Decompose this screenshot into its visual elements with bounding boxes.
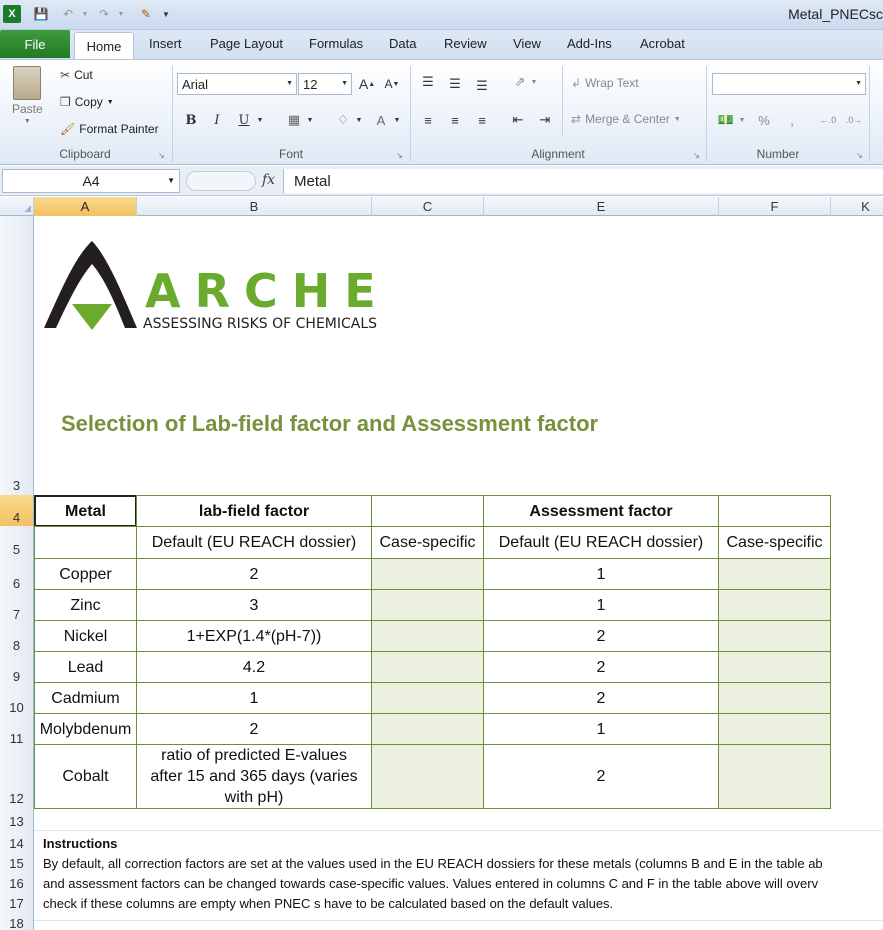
orientation-icon[interactable]: ⇗ xyxy=(514,74,526,89)
formula-bar xyxy=(0,166,883,196)
chevron-down-icon: ▼ xyxy=(341,80,348,87)
row-header-11[interactable]: 11 xyxy=(9,731,24,746)
row-header-7[interactable]: 7 xyxy=(12,607,21,622)
cut-button[interactable] xyxy=(60,68,93,82)
row-header-6[interactable]: 6 xyxy=(12,576,21,591)
percent-button[interactable]: % xyxy=(758,112,770,128)
number-group-label: Number xyxy=(756,147,800,161)
cell-f5[interactable]: Case-specific xyxy=(718,526,831,559)
column-headers xyxy=(0,197,883,216)
excel-app-icon[interactable]: X xyxy=(3,5,21,23)
table-row-metal[interactable]: Molybdenum xyxy=(34,713,137,745)
row-header-8[interactable]: 8 xyxy=(12,638,21,653)
table-row-labfield[interactable]: 1+EXP(1.4*(pH-7)) xyxy=(136,620,372,652)
logo-tagline: ASSESSING RISKS OF CHEMICALS xyxy=(143,316,378,332)
cell-e5[interactable]: Default (EU REACH dossier) xyxy=(483,526,719,559)
copy-label: Copy xyxy=(74,95,103,109)
tab-acrobat[interactable]: Acrobat xyxy=(640,36,685,51)
ribbon-home xyxy=(0,59,883,165)
paste-button[interactable] xyxy=(12,66,43,125)
table-row-labfield[interactable]: ratio of predicted E-values after 15 and 365 days (varies with pH) xyxy=(136,744,372,809)
table-row-assessment[interactable]: 2 xyxy=(483,744,719,809)
alignment-group-label: Alignment xyxy=(531,147,585,161)
number-format-combo[interactable] xyxy=(712,73,866,95)
table-row-metal[interactable]: Lead xyxy=(34,651,137,683)
tab-insert[interactable]: Insert xyxy=(149,36,182,51)
chevron-down-icon: ▼ xyxy=(855,80,862,87)
paste-dropdown-icon: ▼ xyxy=(23,118,31,125)
table-row-case-labfield[interactable] xyxy=(371,744,484,809)
table-row-case-labfield[interactable] xyxy=(371,651,484,683)
table-row-assessment[interactable]: 2 xyxy=(483,682,719,714)
table-row-assessment[interactable]: 1 xyxy=(483,589,719,621)
row-header-4[interactable]: 4 xyxy=(0,495,33,526)
font-dialog-launcher-icon[interactable]: ↘ xyxy=(396,151,403,160)
chevron-down-icon: ▼ xyxy=(286,80,293,87)
table-row-case-assessment[interactable] xyxy=(718,744,831,809)
table-row-labfield[interactable]: 1 xyxy=(136,682,372,714)
font-group-label: Font xyxy=(278,147,303,161)
table-row-assessment[interactable]: 2 xyxy=(483,651,719,683)
clipboard-dialog-launcher-icon[interactable]: ↘ xyxy=(158,151,165,160)
table-row-metal[interactable]: Zinc xyxy=(34,589,137,621)
currency-icon[interactable]: 💵 xyxy=(717,112,735,127)
table-row-metal[interactable]: Nickel xyxy=(34,620,137,652)
clipboard-group-label: Clipboard xyxy=(59,147,111,161)
table-row-case-assessment[interactable] xyxy=(718,682,831,714)
select-all-corner[interactable] xyxy=(0,197,34,216)
merge-icon: ⇄ xyxy=(571,112,582,126)
italic-button[interactable]: I xyxy=(214,112,220,128)
cell-b4[interactable]: lab-field factor xyxy=(136,495,372,527)
name-box[interactable] xyxy=(2,169,180,193)
cell-f4[interactable] xyxy=(718,495,831,527)
font-size-combo[interactable] xyxy=(298,73,352,95)
column-header-c[interactable]: C xyxy=(372,197,484,216)
customize-pen-icon[interactable]: ✎ xyxy=(140,7,152,21)
column-header-a[interactable]: A xyxy=(34,197,137,216)
copy-button[interactable] xyxy=(60,95,114,109)
redo-dropdown-icon[interactable]: ▼ xyxy=(117,10,125,18)
column-header-e[interactable]: E xyxy=(484,197,719,216)
align-bottom-icon[interactable]: ☰ xyxy=(476,78,488,93)
row-header-5[interactable]: 5 xyxy=(12,542,21,557)
cut-label: Cut xyxy=(74,68,93,82)
undo-icon[interactable]: ↶ xyxy=(62,7,74,21)
number-dialog-launcher-icon[interactable]: ↘ xyxy=(856,151,863,160)
group-divider xyxy=(869,66,870,162)
name-box-value: A4 xyxy=(82,173,100,189)
row-header-10[interactable]: 10 xyxy=(9,700,24,715)
row-header-18[interactable]: 18 xyxy=(9,916,24,930)
tab-home[interactable]: Home xyxy=(74,32,134,59)
window-title: Metal_PNECsc xyxy=(788,6,883,22)
decrease-indent-icon[interactable]: ⇤ xyxy=(512,112,524,127)
arche-logo xyxy=(42,238,412,333)
column-header-f[interactable]: F xyxy=(719,197,831,216)
column-header-k[interactable]: K xyxy=(831,197,883,216)
qat-customize-icon[interactable]: ▼ xyxy=(162,9,170,19)
select-all-icon: ◢ xyxy=(24,203,31,213)
table-row-metal[interactable]: Cadmium xyxy=(34,682,137,714)
wrap-text-button[interactable] xyxy=(571,76,639,90)
tab-formulas[interactable]: Formulas xyxy=(309,36,364,51)
borders-icon[interactable]: ▦ xyxy=(287,112,301,127)
logo-name: ARCHE xyxy=(145,264,390,318)
merge-dropdown-icon: ▼ xyxy=(673,115,681,123)
chevron-down-icon[interactable]: ▼ xyxy=(167,176,175,185)
font-color-button[interactable]: A xyxy=(376,112,386,128)
tab-file[interactable]: File xyxy=(0,30,70,58)
table-row-case-assessment[interactable] xyxy=(718,620,831,652)
wrap-text-icon: ↲ xyxy=(571,76,582,90)
cell-b5[interactable]: Default (EU REACH dossier) xyxy=(136,526,372,559)
table-row-case-assessment[interactable] xyxy=(718,651,831,683)
gridline xyxy=(34,920,883,921)
title-bar xyxy=(0,0,883,30)
tab-view[interactable]: View xyxy=(513,36,541,51)
table-row-assessment[interactable]: 1 xyxy=(483,558,719,590)
font-size-value: 12 xyxy=(303,76,318,92)
bold-button[interactable]: B xyxy=(185,112,197,128)
increase-indent-icon[interactable]: ⇥ xyxy=(539,112,551,127)
format-painter-button[interactable] xyxy=(60,122,159,136)
table-row-labfield[interactable]: 4.2 xyxy=(136,651,372,683)
align-top-icon[interactable]: ☰ xyxy=(422,74,434,89)
table-row-case-assessment[interactable] xyxy=(718,558,831,590)
row-header-13[interactable]: 13 xyxy=(9,814,24,829)
merge-center-button[interactable] xyxy=(571,112,681,126)
grow-font-icon[interactable]: A ▲ xyxy=(358,76,376,92)
redo-icon[interactable]: ↷ xyxy=(98,7,110,21)
underline-button[interactable]: U xyxy=(238,112,250,128)
row-header-16[interactable]: 16 xyxy=(9,876,24,891)
borders-dropdown-icon[interactable]: ▼ xyxy=(306,116,314,124)
table-row-case-labfield[interactable] xyxy=(371,713,484,745)
table-row-assessment[interactable]: 2 xyxy=(483,620,719,652)
worksheet[interactable] xyxy=(34,216,883,930)
formula-bar-splitter[interactable] xyxy=(186,171,256,191)
font-name-value: Arial xyxy=(182,76,209,92)
tab-review[interactable]: Review xyxy=(444,36,487,51)
tab-data[interactable]: Data xyxy=(389,36,417,51)
save-icon[interactable]: 💾 xyxy=(33,7,49,21)
alignment-dialog-launcher-icon[interactable]: ↘ xyxy=(693,151,700,160)
table-row-labfield[interactable]: 2 xyxy=(136,558,372,590)
cell-a5[interactable] xyxy=(34,526,137,559)
wrap-text-label: Wrap Text xyxy=(585,76,639,90)
row-header-9[interactable]: 9 xyxy=(12,669,21,684)
table-row-case-assessment[interactable] xyxy=(718,713,831,745)
fill-color-icon[interactable]: ♢ xyxy=(337,112,349,127)
tab-page-layout[interactable]: Page Layout xyxy=(210,36,284,51)
paintbrush-icon: 🖌 xyxy=(60,122,76,136)
decrease-decimal-icon[interactable]: .0→ xyxy=(845,115,863,125)
table-row-assessment[interactable]: 1 xyxy=(483,713,719,745)
comma-button[interactable]: , xyxy=(790,112,794,128)
increase-decimal-icon[interactable]: ←.0 xyxy=(819,115,837,125)
row-header-15[interactable]: 15 xyxy=(9,856,24,871)
gridline xyxy=(34,830,883,831)
cell-c4[interactable] xyxy=(371,495,484,527)
instructions-line-2: and assessment factors can be changed towards case-specific values. Values entered in columns C and F in the table above will overv xyxy=(43,876,819,891)
row-header-17[interactable]: 17 xyxy=(9,896,24,911)
cell-a4[interactable]: Metal xyxy=(34,495,137,527)
table-row-case-labfield[interactable] xyxy=(371,589,484,621)
table-row-metal[interactable]: Copper xyxy=(34,558,137,590)
font-name-combo[interactable] xyxy=(177,73,297,95)
row-headers xyxy=(0,216,34,930)
instructions-title: Instructions xyxy=(43,836,118,851)
font-color-dropdown-icon[interactable]: ▼ xyxy=(393,116,401,124)
ribbon-tab-bar xyxy=(0,30,883,59)
underline-dropdown-icon[interactable]: ▼ xyxy=(256,116,264,124)
table-row-labfield[interactable]: 2 xyxy=(136,713,372,745)
row-header-14[interactable]: 14 xyxy=(9,836,24,851)
column-header-b[interactable]: B xyxy=(137,197,372,216)
align-right-icon[interactable]: ≡ xyxy=(478,112,486,128)
format-painter-label: Format Painter xyxy=(79,122,159,136)
table-row-metal[interactable]: Cobalt xyxy=(34,744,137,809)
copy-icon: ❐ xyxy=(60,95,71,109)
undo-dropdown-icon[interactable]: ▼ xyxy=(81,10,89,18)
orientation-dropdown-icon[interactable]: ▼ xyxy=(530,78,538,86)
paste-label: Paste xyxy=(12,102,43,116)
currency-dropdown-icon[interactable]: ▼ xyxy=(738,116,746,124)
cell-c5[interactable]: Case-specific xyxy=(371,526,484,559)
align-middle-icon[interactable]: ☰ xyxy=(449,76,461,91)
row-header-12[interactable]: 12 xyxy=(9,791,24,806)
shrink-font-icon[interactable]: A ▼ xyxy=(384,77,400,91)
table-row-labfield[interactable]: 3 xyxy=(136,589,372,621)
group-divider xyxy=(562,66,563,136)
tab-addins[interactable]: Add-Ins xyxy=(567,36,612,51)
merge-center-label: Merge & Center xyxy=(585,112,670,126)
page-title: Selection of Lab-field factor and Assessment factor xyxy=(61,411,599,436)
arche-logo-icon xyxy=(42,238,142,333)
align-left-icon[interactable]: ≡ xyxy=(424,112,432,128)
instructions-line-1: By default, all correction factors are set at the values used in the EU REACH dossiers for these metals (columns B and E in the table ab xyxy=(43,856,823,871)
align-center-icon[interactable]: ≡ xyxy=(451,112,459,128)
copy-dropdown-icon: ▼ xyxy=(106,98,114,106)
table-row-case-labfield[interactable] xyxy=(371,682,484,714)
table-row-case-labfield[interactable] xyxy=(371,620,484,652)
table-row-case-assessment[interactable] xyxy=(718,589,831,621)
fill-dropdown-icon[interactable]: ▼ xyxy=(355,116,363,124)
cell-e4[interactable]: Assessment factor xyxy=(483,495,719,527)
clipboard-icon xyxy=(13,66,41,100)
insert-function-icon[interactable]: fx xyxy=(262,172,276,188)
scissors-icon: ✂ xyxy=(60,68,71,82)
formula-input[interactable]: Metal xyxy=(283,169,883,193)
row-header-3[interactable]: 3 xyxy=(12,478,21,493)
table-row-case-labfield[interactable] xyxy=(371,558,484,590)
instructions-line-3: check if these columns are empty when PNEC s have to be calculated based on the default values. xyxy=(43,896,614,911)
